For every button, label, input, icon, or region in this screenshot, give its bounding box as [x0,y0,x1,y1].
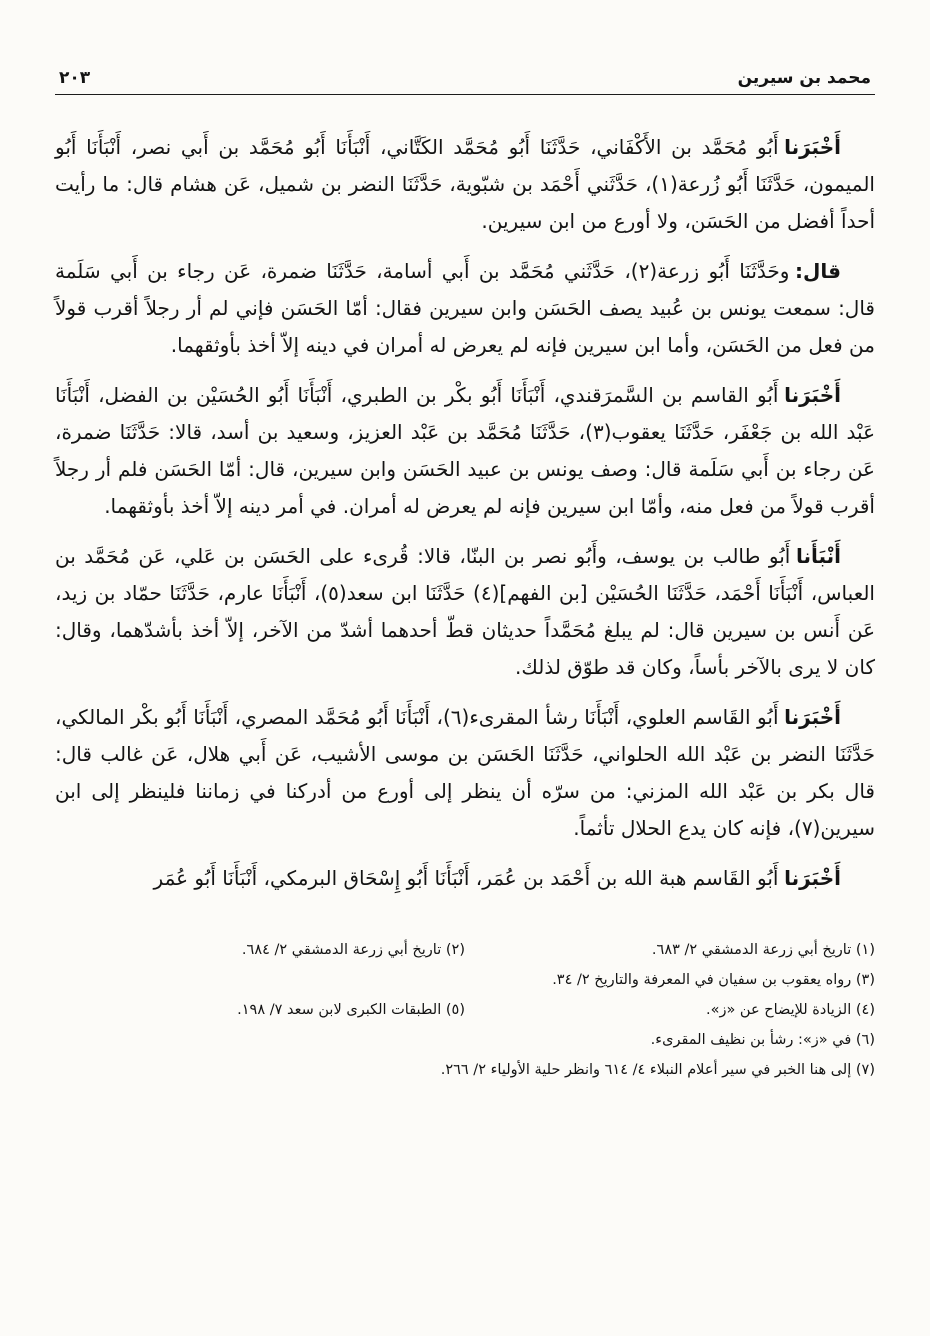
footnote: (٢) تاريخ أبي زرعة الدمشقي ٢/ ٦٨٤. [241,942,465,958]
paragraph-lead: أَخْبَرَنا [784,135,841,159]
footnote: (٥) الطبقات الكبرى لابن سعد ٧/ ١٩٨. [237,1002,465,1018]
paragraph-text: أَبُو القَاسم هبة الله بن أَحْمَد بن عُمَر، أَنْبَأَنَا أَبُو إِسْحَاق البرمكي، أَنْبَأَنَا أَبُو عُمَر [153,866,779,890]
paragraph-lead: قال: [795,259,841,283]
paragraph-lead: أَخْبَرَنا [784,383,841,407]
paragraph-text: أَبُو القَاسم العلوي، أَنْبَأَنَا رشأ المقرىء(٦)، أَنْبَأَنَا أَبُو مُحَمَّد المصري، أَنْبَأَنَا أَبُو بكْر المالكي، حَدَّثَنَا النضر بن عَبْد الله الحلواني، حَدَّثَنَا الحَسَن بن موسى الأشيب، عَن أَبي هلال، عَن غالب قال: قال بكر بن عَبْد الله المزني: من سرّه أن ينظر إلى أورع من أدركنا في زماننا فلينظر إلى ابن سيرين(٧)، فإنه كان يدع الحلال تأثماً. [55,705,875,840]
paragraph-lead: أَخْبَرَنا [784,866,841,890]
header-rule [55,94,875,95]
paragraph-text: أَبُو مُحَمَّد بن الأَكْفَاني، حَدَّثَنَا أَبُو مُحَمَّد الكَتَّاني، أَنْبَأَنَا أَبُو مُحَمَّد بن أَبي نصر، أَنْبَأَنَا أَبُو الميمون، حَدَّثَنَا أَبُو زُرعة(١)، حَدَّثَني أَحْمَد بن شبّوية، حَدَّثَنَا النضر بن شميل، عَن هشام قال: ما رأيت أحداً أفضل من الحَسَن، ولا أورع من ابن سيرين. [55,135,875,233]
footnote: (٦) في «ز»: رشأ بن نظيف المقرىء. [650,1032,875,1048]
paragraph [55,538,875,686]
paragraph [55,699,875,847]
footnote-row [55,965,875,995]
footnote-row [55,1055,875,1085]
page-number: ٢٠٣ [59,68,91,88]
paragraph-lead: أَخْبَرَنا [784,705,842,729]
chapter-title: محمد بن سيرين [737,68,871,88]
footnotes-section [55,935,875,1085]
paragraph-text: أَبُو طالب بن يوسف، وأَبُو نصر بن البنّا، قالا: قُرىء على الحَسَن بن عَلي، عَن مُحَمَّد بن العباس، أَنْبَأَنَا أَحْمَد، حَدَّثَنَا الحُسَيْن [بن الفهم](٤) حَدَّثَنَا ابن سعد(٥)، أَنْبَأَنَا عارم، حَدَّثَنَا حمّاد بن زيد، عَن أَنس بن سيرين قال: لم يبلغ مُحَمَّداً حديثان قطّ أحدهما أشدّ من الآخر، إلاّ أخذ بأشدّهما، وقال: كان لا يرى بالآخر بأساً، وكان قد طوّق لذلك. [55,544,875,679]
paragraph-text: أَبُو القاسم بن السَّمرَقندي، أَنْبَأَنَا أَبُو بكْر بن الطبري، أَنْبَأَنَا أَبُو الحُسَيْن بن الفضل، أَنْبَأَنَا عَبْد الله بن جَعْفَر، حَدَّثَنَا يعقوب(٣)، حَدَّثَنَا مُحَمَّد بن عَبْد العزيز، وسعيد بن أسد، قالا: حَدَّثَنَا ضمرة، عَن رجاء بن أَبي سَلَمة قال: وصف يونس بن عبيد الحَسَن وابن سيرين، قال: أمّا الحَسَن فلم أر رجلاً أقرب قولاً من فعل منه، وأمّا ابن سيرين فإنه لم يعرض له أمران. في أمر دينه إلاّ أخذ بأوثقهما. [55,383,876,518]
footnote-row [55,995,875,1025]
page-header [55,68,875,94]
footnote: (١) تاريخ أبي زرعة الدمشقي ٢/ ٦٨٣. [651,942,875,958]
footnote: (٤) الزيادة للإيضاح عن «ز». [705,1002,875,1018]
paragraph-text: وحَدَّثَنَا أَبُو زرعة(٢)، حَدَّثَني مُحَمَّد بن أَبي أسامة، حَدَّثَنَا ضمرة، عَن رجاء بن أَبي سَلَمة قال: سمعت يونس بن عُبيد يصف الحَسَن وابن سيرين فقال: أمّا الحَسَن فإني لم أر رجلاً أقرب قولاً من فعل من الحَسَن، وأما ابن سيرين فإنه لم يعرض له أمران في دينه إلاّ أخذ بأوثقهما. [55,259,875,357]
paragraph [55,253,875,364]
paragraph [55,860,875,897]
footnote-row [55,935,875,965]
paragraph [55,377,875,525]
body-text [55,129,875,897]
footnote: (٣) رواه يعقوب بن سفيان في المعرفة والتاريخ ٢/ ٣٤. [552,972,875,988]
footnote-row [55,1025,875,1055]
paragraph-lead: أَنْبَأَنا [795,544,841,568]
paragraph [55,129,875,240]
footnote: (٧) إلى هنا الخبر في سير أعلام النبلاء ٤/ ٦١٤ وانظر حلية الأولياء ٢/ ٢٦٦. [440,1062,875,1078]
